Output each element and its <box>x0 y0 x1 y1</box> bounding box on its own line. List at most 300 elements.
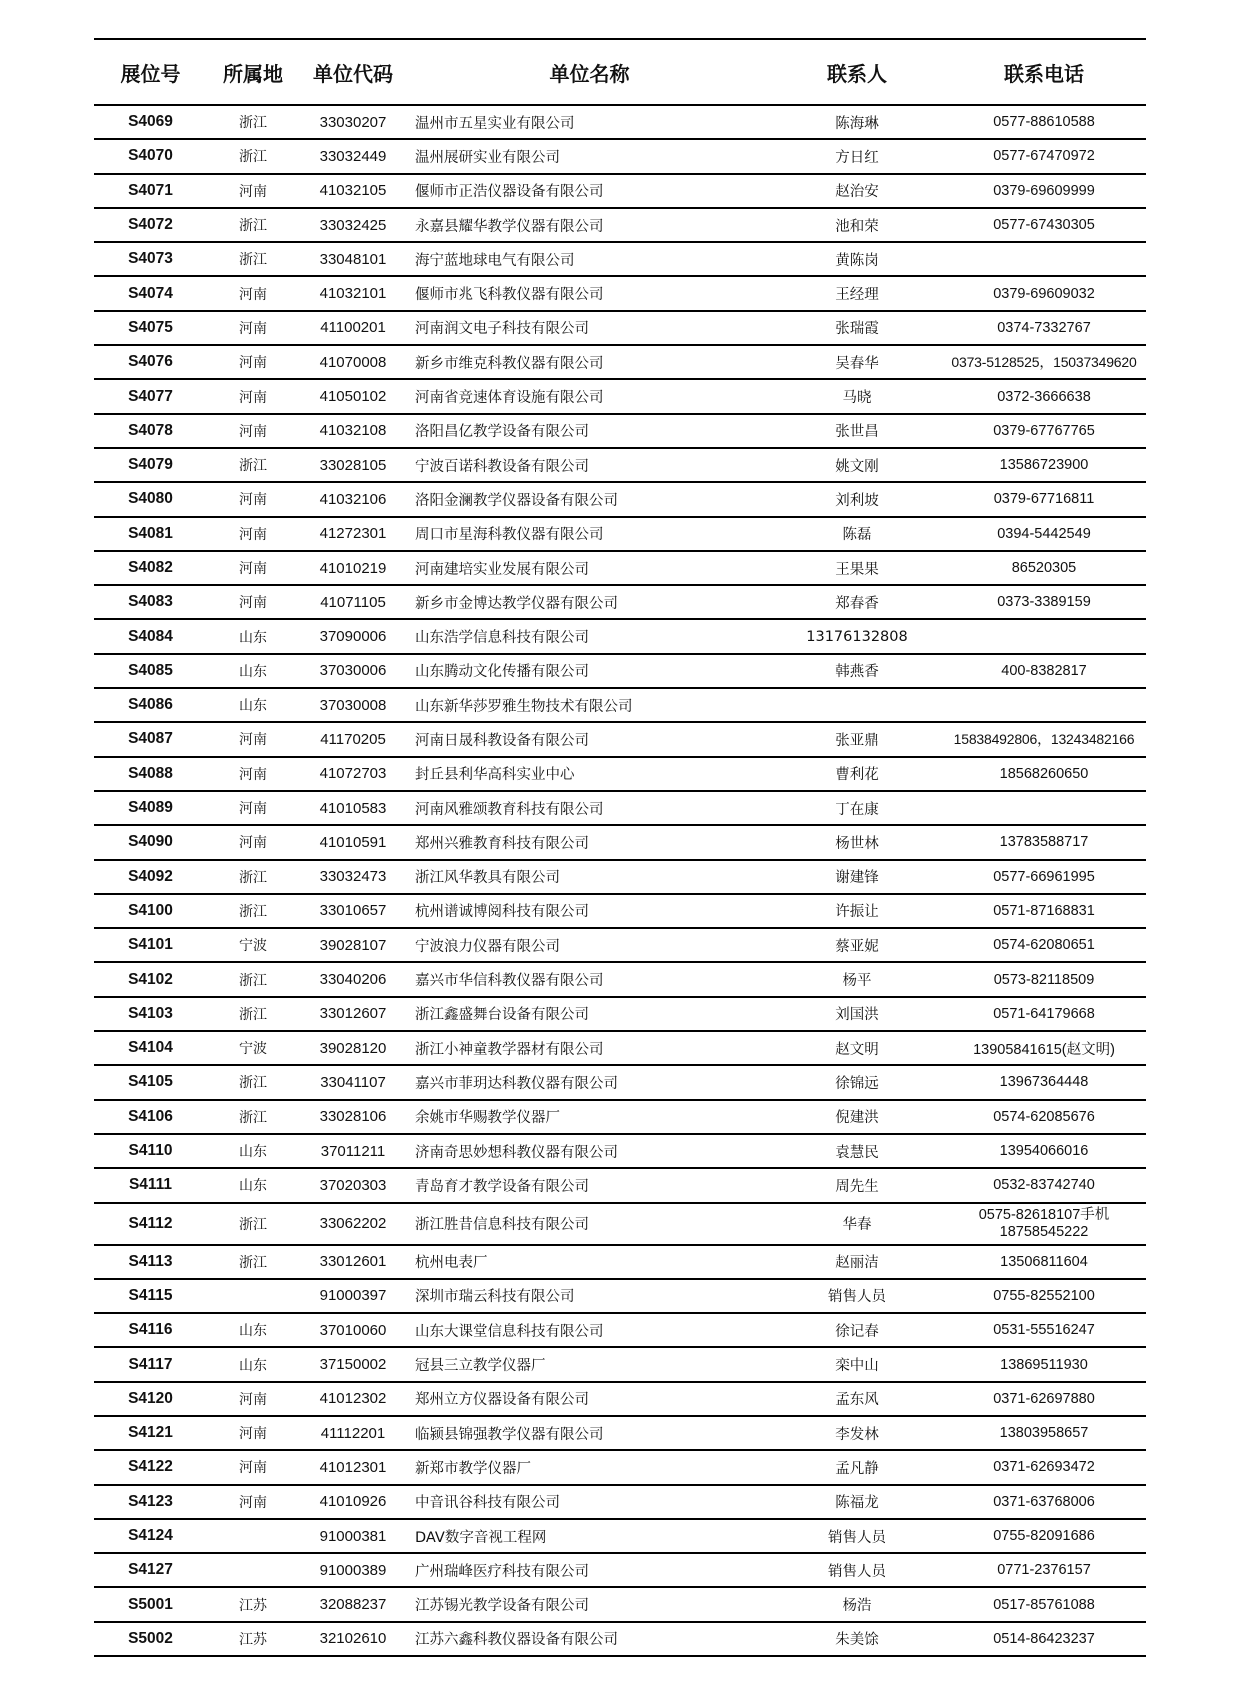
cell-contact: 姚文刚 <box>835 458 879 475</box>
table-row <box>94 1587 1146 1621</box>
cell-code: 41010219 <box>319 559 387 577</box>
cell-phone: 0532-83742740 <box>993 1177 1095 1194</box>
cell-region: 山东 <box>239 1178 267 1195</box>
cell-booth: S4074 <box>128 284 173 302</box>
cell-region: 河南 <box>239 320 267 337</box>
table-row <box>94 825 1146 859</box>
cell-region: 河南 <box>239 1426 267 1443</box>
table-row <box>94 1279 1146 1313</box>
cell-phone: 0379-67716811 <box>993 491 1095 508</box>
table-row <box>94 105 1146 139</box>
cell-booth: S4082 <box>128 559 173 576</box>
cell-region: 浙江 <box>239 903 267 920</box>
cell-phone <box>942 688 1146 722</box>
cell-contact: 销售人员 <box>828 1529 886 1546</box>
cell-booth: S4121 <box>128 1424 173 1442</box>
table-row <box>94 1519 1146 1553</box>
table-row <box>94 1245 1146 1279</box>
table-row <box>94 688 1146 722</box>
cell-code: 39028120 <box>319 1039 387 1057</box>
cell-company-name: 郑州立方仪器设备有限公司 <box>415 1392 589 1409</box>
cell-phone: 13506811604 <box>1000 1253 1088 1270</box>
header-code: 单位代码 <box>299 39 407 105</box>
table-row <box>94 242 1146 276</box>
cell-phone: 15838492806，13243482166 <box>953 731 1135 748</box>
cell-contact: 栾中山 <box>835 1358 879 1375</box>
cell-contact: 周先生 <box>835 1178 879 1195</box>
cell-booth: S4089 <box>128 799 173 817</box>
cell-contact: 陈福龙 <box>835 1495 879 1512</box>
header-phone: 联系电话 <box>942 39 1146 105</box>
cell-company-name: 偃师市兆飞科教仪器有限公司 <box>415 287 604 304</box>
cell-phone: 13954066016 <box>999 1143 1089 1160</box>
cell-code: 37030006 <box>319 662 387 680</box>
cell-contact: 朱美馀 <box>835 1632 879 1649</box>
table-row <box>94 482 1146 516</box>
table-row <box>94 654 1146 688</box>
header-row <box>94 39 1146 105</box>
cell-region: 浙江 <box>239 972 267 989</box>
cell-code: 33032473 <box>319 868 387 886</box>
cell-phone: 0577-67470972 <box>993 148 1095 165</box>
table-row <box>94 1134 1146 1168</box>
cell-region: 河南 <box>239 835 267 852</box>
cell-phone: 86520305 <box>1011 560 1077 576</box>
cell-contact <box>772 688 942 722</box>
cell-booth: S4075 <box>128 318 173 336</box>
cell-region: 浙江 <box>239 252 267 269</box>
cell-contact: 丁在康 <box>835 801 879 818</box>
cell-phone: 0379-67767765 <box>993 422 1095 439</box>
cell-phone: 0531-55516247 <box>993 1322 1095 1339</box>
cell-region: 山东 <box>239 629 267 646</box>
cell-company-name: 新郑市教学仪器厂 <box>415 1460 531 1477</box>
cell-region: 山东 <box>239 663 267 680</box>
cell-phone: 0755-82091686 <box>993 1528 1095 1545</box>
cell-company-name: 永嘉县耀华教学仪器有限公司 <box>415 218 604 235</box>
cell-code: 37090006 <box>319 628 387 646</box>
cell-region: 河南 <box>239 492 267 509</box>
cell-region: 浙江 <box>239 458 267 475</box>
cell-contact: 陈磊 <box>842 527 872 544</box>
cell-company-name: 郑州兴雅教育科技有限公司 <box>415 835 589 852</box>
cell-code: 37030008 <box>319 696 387 714</box>
table-row <box>94 928 1146 962</box>
cell-region: 河南 <box>239 766 267 783</box>
table-row <box>94 791 1146 825</box>
cell-region: 河南 <box>239 561 267 577</box>
cell-region: 河南 <box>239 183 267 200</box>
table-row <box>94 1553 1146 1587</box>
cell-code: 33028106 <box>319 1108 387 1126</box>
cell-company-name: 杭州谱诚博阅科技有限公司 <box>415 904 589 921</box>
cell-booth: S4124 <box>128 1527 173 1545</box>
cell-company-name: 宁波百诺科教设备有限公司 <box>415 458 589 475</box>
cell-company-name: 江苏六鑫科教仪器设备有限公司 <box>415 1632 618 1649</box>
cell-code: 41170205 <box>320 730 386 748</box>
table-row <box>94 1450 1146 1484</box>
table-row <box>94 414 1146 448</box>
cell-company-name: 河南日晟科教设备有限公司 <box>415 732 589 749</box>
table-row <box>94 962 1146 996</box>
cell-company-name: 江苏锡光教学设备有限公司 <box>415 1598 589 1615</box>
cell-region: 江苏 <box>239 1631 267 1648</box>
cell-booth: S4117 <box>128 1355 173 1373</box>
cell-booth: S4127 <box>128 1561 173 1579</box>
cell-phone: 0372-3666638 <box>997 388 1091 405</box>
cell-code: 41032108 <box>319 422 387 440</box>
cell-contact: 杨世林 <box>835 835 879 852</box>
cell-company-name: 温州展研实业有限公司 <box>415 149 560 166</box>
cell-company-name: 新乡市金博达教学仪器有限公司 <box>415 595 618 612</box>
cell-booth: S4083 <box>128 593 173 611</box>
cell-booth: S4079 <box>128 456 173 474</box>
header-contact: 联系人 <box>772 39 942 105</box>
cell-code: 37011211 <box>320 1142 386 1160</box>
cell-region: 浙江 <box>239 115 267 132</box>
cell-region: 浙江 <box>239 1216 267 1233</box>
table-row <box>94 860 1146 894</box>
cell-company-name: 嘉兴市菲玥达科教仪器有限公司 <box>415 1075 618 1092</box>
table-row <box>94 1622 1146 1656</box>
cell-phone: 400-8382817 <box>1001 662 1087 679</box>
cell-phone: 0577-88610588 <box>993 114 1095 131</box>
cell-booth: S4106 <box>128 1107 173 1125</box>
cell-phone: 0371-62697880 <box>993 1390 1095 1407</box>
cell-code: 33032425 <box>319 216 387 234</box>
cell-region: 山东 <box>239 698 267 715</box>
cell-booth: S4071 <box>128 181 173 199</box>
cell-phone: 0379-69609999 <box>993 182 1095 199</box>
cell-company-name: 周口市星海科教仪器有限公司 <box>415 527 604 544</box>
cell-contact: 李发林 <box>835 1426 879 1443</box>
cell-region: 河南 <box>239 423 267 440</box>
cell-code: 41070008 <box>319 353 387 371</box>
cell-company-name: 浙江鑫盛舞台设备有限公司 <box>415 1007 589 1024</box>
cell-phone: 13783588717 <box>999 834 1089 851</box>
cell-booth: S4103 <box>128 1004 173 1022</box>
table-row <box>94 208 1146 242</box>
cell-region: 河南 <box>239 801 267 818</box>
cell-company-name: 洛阳昌亿教学设备有限公司 <box>415 424 589 441</box>
cell-contact: 孟东风 <box>835 1392 879 1409</box>
cell-contact: 杨平 <box>842 973 872 990</box>
cell-contact: 池和荣 <box>835 218 879 235</box>
cell-region: 河南 <box>239 526 267 543</box>
cell-region: 浙江 <box>239 1254 267 1271</box>
cell-booth: S4110 <box>128 1142 173 1160</box>
cell-code: 39028107 <box>319 936 387 954</box>
table-row <box>94 997 1146 1031</box>
cell-contact: 刘利坡 <box>835 492 879 509</box>
cell-company-name: 广州瑞峰医疗科技有限公司 <box>415 1563 589 1580</box>
cell-code: 32102610 <box>319 1630 387 1648</box>
table-row <box>94 1168 1146 1202</box>
table-row <box>94 757 1146 791</box>
cell-booth: S4081 <box>128 524 173 542</box>
table-row <box>94 448 1146 482</box>
cell-booth: S4080 <box>128 490 173 508</box>
table-row <box>94 1382 1146 1416</box>
table-header <box>94 39 1146 105</box>
cell-phone <box>942 242 1146 276</box>
cell-region: 宁波 <box>239 1041 267 1058</box>
cell-company-name: 嘉兴市华信科教仪器有限公司 <box>415 973 604 990</box>
cell-contact: 赵治安 <box>835 184 879 201</box>
cell-phone: 0574-62080651 <box>993 937 1095 954</box>
cell-phone: 0374-7332767 <box>997 319 1091 336</box>
cell-company-name: 河南润文电子科技有限公司 <box>415 321 589 338</box>
cell-phone: 0771-2376157 <box>997 1562 1091 1579</box>
table-row <box>94 722 1146 756</box>
cell-company-name: 余姚市华赐教学仪器厂 <box>415 1110 560 1127</box>
cell-phone: 0394-5442549 <box>997 525 1091 542</box>
cell-region: 浙江 <box>239 218 267 235</box>
table-row <box>94 1031 1146 1065</box>
cell-contact: 张世昌 <box>835 424 879 441</box>
cell-region: 宁波 <box>239 938 267 955</box>
cell-company-name: 海宁蓝地球电气有限公司 <box>415 252 575 269</box>
cell-code: 33028105 <box>319 456 387 474</box>
cell-code: 37150002 <box>319 1356 387 1374</box>
cell-booth: S4102 <box>128 970 173 988</box>
cell-contact: 张瑞霞 <box>835 321 879 338</box>
cell-company-name: 冠县三立教学仪器厂 <box>415 1358 546 1375</box>
table-row <box>94 1100 1146 1134</box>
cell-code: 41071105 <box>320 593 386 611</box>
cell-region: 山东 <box>239 1323 267 1340</box>
cell-code: 41112201 <box>320 1424 386 1442</box>
cell-contact: 吴春华 <box>835 355 879 372</box>
cell-code: 41010926 <box>319 1493 387 1511</box>
cell-code: 33032449 <box>319 147 387 165</box>
cell-code: 33040206 <box>319 971 387 989</box>
cell-booth: S4084 <box>128 627 173 645</box>
table-row <box>94 619 1146 653</box>
cell-contact: 许振让 <box>835 904 879 921</box>
cell-region <box>207 1553 299 1587</box>
cell-contact: 孟凡静 <box>835 1460 879 1477</box>
cell-code: 41012302 <box>319 1390 387 1408</box>
table-row <box>94 1065 1146 1099</box>
cell-phone: 0577-67430305 <box>993 217 1095 234</box>
cell-company-name: 青岛育才教学设备有限公司 <box>415 1178 589 1195</box>
cell-phone: 13967364448 <box>999 1074 1089 1091</box>
cell-phone: 0517-85761088 <box>993 1596 1095 1613</box>
cell-contact: 赵文明 <box>835 1041 879 1058</box>
cell-code: 33041107 <box>320 1073 386 1091</box>
table-body <box>94 105 1146 1656</box>
cell-code: 33012601 <box>319 1253 387 1271</box>
cell-code: 41010583 <box>319 799 387 817</box>
cell-code: 41032105 <box>319 182 387 200</box>
cell-region: 河南 <box>239 1494 267 1511</box>
cell-contact: 郑春香 <box>835 595 879 612</box>
cell-code: 32088237 <box>319 1596 387 1614</box>
cell-phone: 0373-5128525，15037349620 <box>951 354 1137 371</box>
cell-region: 浙江 <box>239 1109 267 1126</box>
cell-contact: 赵丽洁 <box>835 1255 879 1272</box>
cell-booth: S4076 <box>128 353 173 371</box>
cell-company-name: 浙江风华教具有限公司 <box>415 870 560 887</box>
header-region: 所属地 <box>207 39 299 105</box>
cell-code: 41272301 <box>319 525 387 543</box>
cell-phone: 0575-82618107手机18758545222 <box>978 1206 1110 1240</box>
cell-contact: 倪建洪 <box>835 1110 879 1127</box>
cell-booth: S4077 <box>128 387 173 405</box>
cell-contact: 销售人员 <box>828 1563 886 1580</box>
cell-company-name: 河南省竞速体育设施有限公司 <box>415 390 604 407</box>
cell-booth: S4104 <box>128 1039 173 1057</box>
cell-booth: S4086 <box>128 696 173 714</box>
exhibitor-table <box>94 38 1146 1657</box>
cell-region: 河南 <box>239 732 267 749</box>
cell-region: 河南 <box>239 355 267 372</box>
cell-booth: S4073 <box>128 250 173 268</box>
cell-booth: S5001 <box>128 1595 173 1613</box>
cell-region: 河南 <box>239 286 267 303</box>
cell-phone: 0571-87168831 <box>993 902 1095 919</box>
cell-contact: 方日红 <box>835 149 879 166</box>
cell-company-name: 浙江小神童教学器材有限公司 <box>415 1041 604 1058</box>
cell-code: 41100201 <box>320 319 386 337</box>
cell-code: 37010060 <box>319 1321 387 1339</box>
exhibitor-sheet <box>94 38 1146 1657</box>
table-row <box>94 379 1146 413</box>
cell-booth: S4085 <box>128 661 173 679</box>
cell-region <box>207 1519 299 1553</box>
table-row <box>94 174 1146 208</box>
cell-company-name: 山东新华莎罗雅生物技术有限公司 <box>415 698 633 715</box>
header-booth: 展位号 <box>94 39 207 105</box>
cell-booth: S4072 <box>128 216 173 234</box>
cell-phone: 0755-82552100 <box>993 1287 1095 1304</box>
cell-region: 河南 <box>239 389 267 406</box>
cell-contact: 13176132808 <box>806 628 908 645</box>
cell-region: 浙江 <box>239 1006 267 1023</box>
cell-region: 河南 <box>239 1391 267 1408</box>
cell-contact: 马晓 <box>842 390 872 407</box>
cell-booth: S4087 <box>128 730 173 748</box>
cell-contact: 徐锦远 <box>835 1075 879 1092</box>
cell-booth: S4101 <box>128 936 173 954</box>
cell-phone <box>942 791 1146 825</box>
cell-code: 91000381 <box>319 1527 387 1545</box>
cell-contact: 王果果 <box>835 561 879 578</box>
cell-contact: 杨浩 <box>842 1598 872 1615</box>
cell-company-name: 温州市五星实业有限公司 <box>415 115 575 132</box>
cell-contact: 袁慧民 <box>835 1144 879 1161</box>
cell-contact: 黄陈岗 <box>835 252 879 269</box>
table-row <box>94 139 1146 173</box>
cell-phone: 0573-82118509 <box>993 971 1095 988</box>
table-row <box>94 1347 1146 1381</box>
cell-phone: 0371-62693472 <box>993 1459 1095 1476</box>
table-row <box>94 585 1146 619</box>
cell-company-name: 河南建培实业发展有限公司 <box>415 561 589 578</box>
cell-code: 33062202 <box>319 1215 387 1232</box>
table-row <box>94 1313 1146 1347</box>
cell-region <box>207 1279 299 1313</box>
cell-phone: 18568260650 <box>999 765 1089 782</box>
cell-booth: S4111 <box>128 1176 173 1194</box>
cell-code: 41032106 <box>319 490 387 508</box>
cell-contact: 徐记春 <box>835 1323 879 1340</box>
table-row <box>94 1203 1146 1245</box>
cell-code: 33048101 <box>319 250 387 268</box>
table-row <box>94 517 1146 551</box>
cell-company-name: 封丘县利华高科实业中心 <box>415 767 575 784</box>
table-row <box>94 1416 1146 1450</box>
header-name: 单位名称 <box>407 39 772 105</box>
cell-region: 浙江 <box>239 149 267 166</box>
cell-company-name: 河南风雅颂教育科技有限公司 <box>415 801 604 818</box>
cell-company-name: 济南奇思妙想科教仪器有限公司 <box>415 1144 618 1161</box>
cell-phone: 0577-66961995 <box>993 868 1095 885</box>
cell-phone: 0371-63768006 <box>993 1493 1095 1510</box>
cell-booth: S4092 <box>128 867 173 885</box>
table-row <box>94 311 1146 345</box>
cell-phone: 13869511930 <box>1000 1356 1088 1373</box>
cell-code: 33012607 <box>319 1005 387 1023</box>
cell-region: 山东 <box>239 1357 267 1374</box>
cell-company-name: 山东浩学信息科技有限公司 <box>415 630 589 647</box>
cell-company-name: 临颍县锦强教学仪器有限公司 <box>415 1426 604 1443</box>
cell-phone: 13586723900 <box>999 457 1089 474</box>
cell-booth: S4090 <box>128 833 173 851</box>
table-row <box>94 1485 1146 1519</box>
cell-booth: S4122 <box>128 1458 173 1476</box>
cell-code: 33010657 <box>319 902 387 920</box>
cell-booth: S4088 <box>128 764 173 782</box>
cell-phone: 0514-86423237 <box>993 1630 1095 1647</box>
cell-region: 浙江 <box>239 1075 267 1092</box>
cell-booth: S5002 <box>128 1629 173 1647</box>
cell-company-name: 山东腾动文化传播有限公司 <box>415 664 589 681</box>
cell-contact: 张亚鼎 <box>835 732 879 749</box>
cell-phone <box>942 619 1146 653</box>
table-row <box>94 551 1146 585</box>
cell-region: 山东 <box>239 1144 267 1161</box>
cell-company-name: 深圳市瑞云科技有限公司 <box>415 1289 575 1306</box>
cell-phone: 0571-64179668 <box>993 1005 1095 1022</box>
cell-booth: S4078 <box>128 421 173 439</box>
cell-region: 河南 <box>239 595 267 612</box>
cell-booth: S4069 <box>128 113 173 131</box>
cell-company-name: 山东大课堂信息科技有限公司 <box>415 1323 604 1340</box>
cell-code: 91000389 <box>319 1561 387 1579</box>
cell-booth: S4113 <box>128 1252 173 1270</box>
cell-company-name: 新乡市维克科教仪器有限公司 <box>415 355 604 372</box>
cell-contact: 曹利花 <box>835 767 879 784</box>
cell-contact: 华春 <box>842 1217 872 1233</box>
cell-code: 41072703 <box>319 765 387 783</box>
cell-booth: S4100 <box>128 901 173 919</box>
cell-phone: 0574-62085676 <box>993 1108 1095 1125</box>
cell-phone: 0379-69609032 <box>993 285 1095 302</box>
cell-phone: 13803958657 <box>999 1425 1089 1442</box>
cell-contact: 刘国洪 <box>835 1007 879 1024</box>
cell-company-name: 浙江胜昔信息科技有限公司 <box>415 1217 589 1233</box>
cell-booth: S4070 <box>128 147 173 165</box>
cell-company-name: 宁波浪力仪器有限公司 <box>415 938 560 955</box>
cell-contact: 韩燕香 <box>835 664 879 681</box>
cell-code: 41032101 <box>319 285 387 303</box>
cell-company-name: 杭州电表厂 <box>415 1255 488 1272</box>
cell-code: 37020303 <box>319 1176 387 1194</box>
cell-company-name: 偃师市正浩仪器设备有限公司 <box>415 184 604 201</box>
cell-region: 河南 <box>239 1460 267 1477</box>
